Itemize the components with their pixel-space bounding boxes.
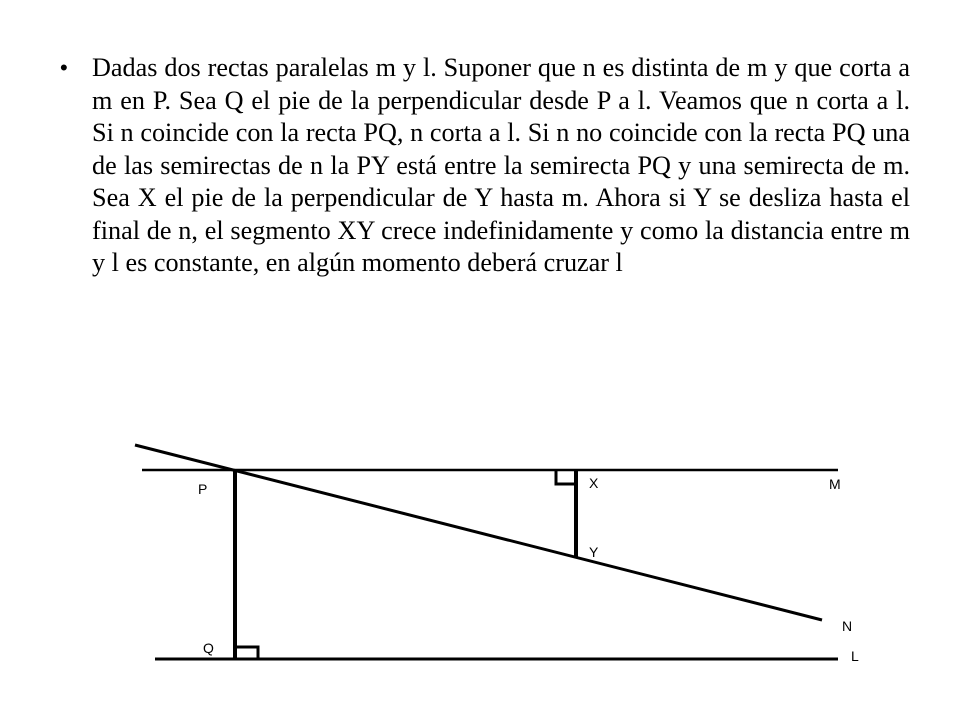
bullet-dot-icon: • xyxy=(60,55,68,80)
label-n: N xyxy=(842,618,853,634)
label-x: X xyxy=(589,475,599,491)
right-angle-x-icon xyxy=(556,470,576,484)
proof-paragraph: Dadas dos rectas paralelas m y l. Suponer que n es distinta de m y que corta a m en P. Sea Q el pie de la perpendicular desde P a l. Veamos que n corta a l. Si n coincide con la recta PQ, n corta a l. Si n no coincide con la recta PQ una de las semirectas de n la PY está entre la semirecta PQ y una semirecta de m. Sea X el pie de la perpendicular de Y hasta m. Ahora si Y se desliza hasta el final de n, el segmento XY crece indefinidamente y como la distancia entre m y l es constante, en algún momento deberá cruzar l xyxy=(92,53,910,277)
label-p: P xyxy=(198,481,208,497)
label-l: L xyxy=(851,648,859,664)
right-angle-q-icon xyxy=(235,647,258,659)
label-m: M xyxy=(829,476,841,492)
label-y: Y xyxy=(589,544,599,560)
label-q: Q xyxy=(203,640,214,656)
